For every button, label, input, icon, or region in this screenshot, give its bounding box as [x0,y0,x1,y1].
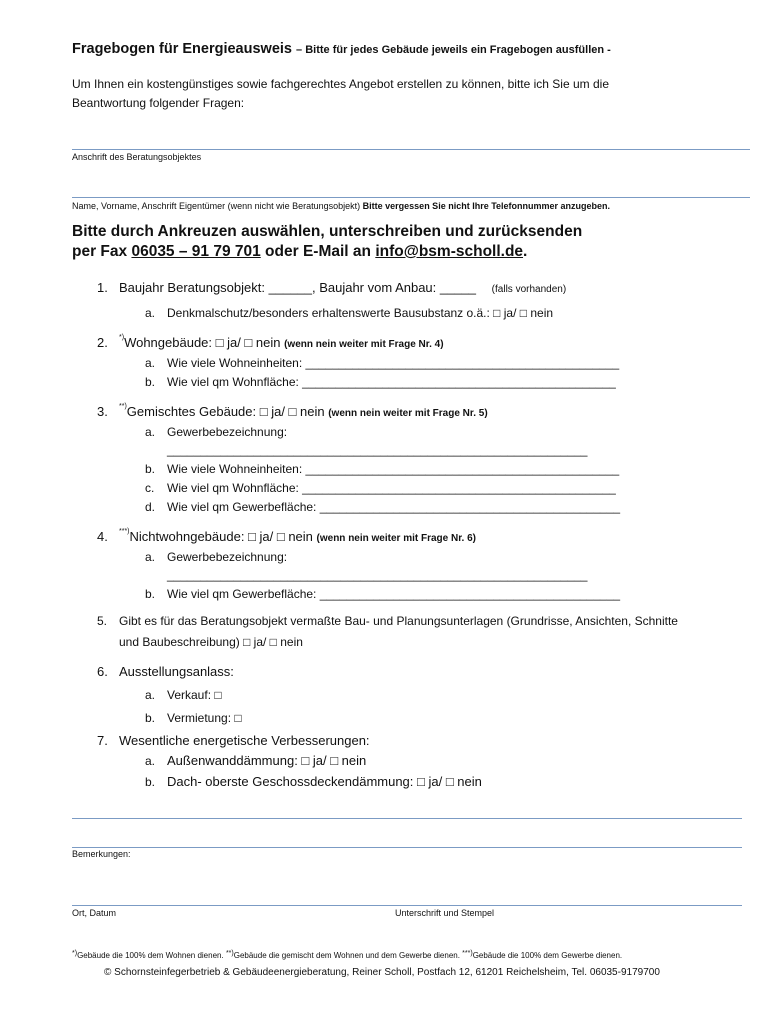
owner-note: Bitte vergessen Sie nicht Ihre Telefonnummer anzugeben. [362,201,611,211]
document-title [72,41,611,57]
footnotes [72,951,622,960]
question-3 [97,404,488,419]
remarks-input-line-2[interactable] [72,847,742,848]
question-2 [97,335,444,350]
question-6a[interactable] [145,688,222,702]
question-5-text-line-2[interactable] [119,635,303,649]
question-3b-letter: b. [145,462,156,476]
question-5-number: 5. [97,614,108,628]
instruction-fax-prefix: per Fax [72,243,132,260]
instruction-suffix: . [523,243,528,260]
question-7b-text[interactable]: Dach- oberste Geschossdeckendämmung: □ ja/ □ nein [167,774,482,789]
question-3c-text[interactable]: Wie viel qm Wohnfläche: _______________________________________________ [167,481,616,495]
question-3-note: (wenn nein weiter mit Frage Nr. 5) [328,408,488,419]
fax-number: 06035 – 91 79 701 [131,243,261,260]
signature-label: Unterschrift und Stempel [395,908,495,918]
email-link[interactable]: info@bsm-scholl.de [375,243,524,260]
question-4a[interactable] [145,550,287,564]
question-3b[interactable] [145,462,619,476]
question-7a[interactable] [145,753,366,768]
instruction-line-1: Bitte durch Ankreuzen auswählen, unterschreiben und zurücksenden [72,223,583,240]
question-6 [97,664,234,679]
question-6-text: Ausstellungsanlass: [119,664,234,679]
question-4a-text: Gewerbebezeichnung: [167,550,288,564]
question-2b-letter: b. [145,375,156,389]
question-5 [97,614,678,628]
footnote-2-mark: **) [225,950,234,957]
question-1a[interactable] [145,306,553,320]
intro-line-1: Um Ihnen ein kostengünstiges sowie fachgerechtes Angebot erstellen zu können, bitte ich Sie um die [72,77,609,91]
question-2-text[interactable]: Wohngebäude: □ ja/ □ nein [124,335,281,350]
question-2b[interactable] [145,375,616,389]
question-7-text: Wesentliche energetische Verbesserungen: [119,733,370,748]
remarks-label: Bemerkungen: [72,849,131,859]
address-input-line[interactable] [72,149,750,150]
question-3c[interactable] [145,481,616,495]
question-2-number: 2. [97,335,108,350]
question-7a-letter: a. [145,754,156,768]
footnote-3: Gebäude die 100% dem Gewerbe dienen. [472,951,623,960]
question-3a[interactable] [145,425,287,439]
question-6b[interactable] [145,711,242,725]
question-7b[interactable] [145,774,482,789]
question-6-number: 6. [97,664,108,679]
question-3d[interactable] [145,500,620,514]
title-main: Fragebogen für Energieausweis [72,41,292,57]
question-2-footnote-mark: *) [119,334,125,341]
question-3-number: 3. [97,404,108,419]
question-3-text[interactable]: Gemischtes Gebäude: □ ja/ □ nein [126,404,325,419]
question-4-text[interactable]: Nichtwohngebäude: □ ja/ □ nein [129,529,313,544]
footnote-1-mark: *) [72,950,78,957]
question-2a-text[interactable]: Wie viele Wohneinheiten: _______________________________________________ [167,356,620,370]
question-6a-letter: a. [145,688,156,702]
question-1a-letter: a. [145,306,156,320]
question-3a-text: Gewerbebezeichnung: [167,425,288,439]
question-3d-text[interactable]: Wie viel qm Gewerbefläche: _____________________________________________ [167,500,621,514]
question-7-number: 7. [97,733,108,748]
instruction-line-2 [72,243,527,261]
question-1-number: 1. [97,280,108,295]
question-1-note: (falls vorhanden) [491,284,567,295]
copyright: © Schornsteinfegerbetrieb & Gebäudeenergieberatung, Reiner Scholl, Postfach 12, 61201 Reichelsheim, Tel. 06035-9179700 [104,967,660,978]
question-4-number: 4. [97,529,108,544]
question-3d-letter: d. [145,500,156,514]
question-2a[interactable] [145,356,619,370]
title-sub: – Bitte für jedes Gebäude jeweils ein Fragebogen ausfüllen - [296,44,611,56]
signature-input-line[interactable] [72,905,742,906]
place-date-label: Ort, Datum [72,908,117,918]
question-3c-letter: c. [145,481,155,495]
owner-label: Name, Vorname, Anschrift Eigentümer (wenn nicht wie Beratungsobjekt) [72,201,361,211]
question-1-text[interactable]: Baujahr Beratungsobjekt: ______, Baujahr vom Anbau: _____ [119,280,477,295]
question-4a-letter: a. [145,550,156,564]
question-1a-text[interactable]: Denkmalschutz/besonders erhaltenswerte Bausubstanz o.ä.: □ ja/ □ nein [167,306,554,320]
question-2a-letter: a. [145,356,156,370]
footnote-1: Gebäude die 100% dem Wohnen dienen. [77,951,224,960]
question-4-footnote-mark: ***) [119,528,130,535]
footnote-2: Gebäude die gemischt dem Wohnen und dem Gewerbe dienen. [233,951,460,960]
owner-input-line[interactable] [72,197,750,198]
question-7 [97,733,370,748]
question-4b-text[interactable]: Wie viel qm Gewerbefläche: _____________________________________________ [167,587,621,601]
question-5-text-line-1: Gibt es für das Beratungsobjekt vermaßte Bau- und Planungsunterlagen (Grundrisse, Ansichten, Schnitte [119,614,678,628]
question-3-footnote-mark: **) [119,403,127,410]
question-4b[interactable] [145,587,620,601]
question-2b-text[interactable]: Wie viel qm Wohnfläche: _______________________________________________ [167,375,616,389]
question-4a-input-line[interactable]: _______________________________________________________________ [167,568,588,582]
instruction-email-prefix: oder E-Mail an [260,243,376,260]
question-6b-letter: b. [145,711,156,725]
question-3b-text[interactable]: Wie viele Wohneinheiten: _______________________________________________ [167,462,620,476]
question-6b-text[interactable]: Vermietung: □ [167,711,242,725]
question-4b-letter: b. [145,587,156,601]
question-4 [97,529,476,544]
question-7a-text[interactable]: Außenwanddämmung: □ ja/ □ nein [167,753,367,768]
owner-label-row [72,201,610,211]
question-2-note: (wenn nein weiter mit Frage Nr. 4) [284,339,444,350]
question-1 [97,280,566,295]
question-6a-text[interactable]: Verkauf: □ [167,688,222,702]
question-7b-letter: b. [145,775,156,789]
remarks-input-line-1[interactable] [72,818,742,819]
intro-line-2: Beantwortung folgender Fragen: [72,96,245,110]
footnote-3-mark: ***) [462,950,473,957]
question-3a-letter: a. [145,425,156,439]
question-5-choice[interactable]: und Baubeschreibung) □ ja/ □ nein [119,635,303,649]
question-3a-input-line[interactable]: _______________________________________________________________ [167,443,588,457]
address-label: Anschrift des Beratungsobjektes [72,152,202,162]
question-4-note: (wenn nein weiter mit Frage Nr. 6) [316,533,477,544]
